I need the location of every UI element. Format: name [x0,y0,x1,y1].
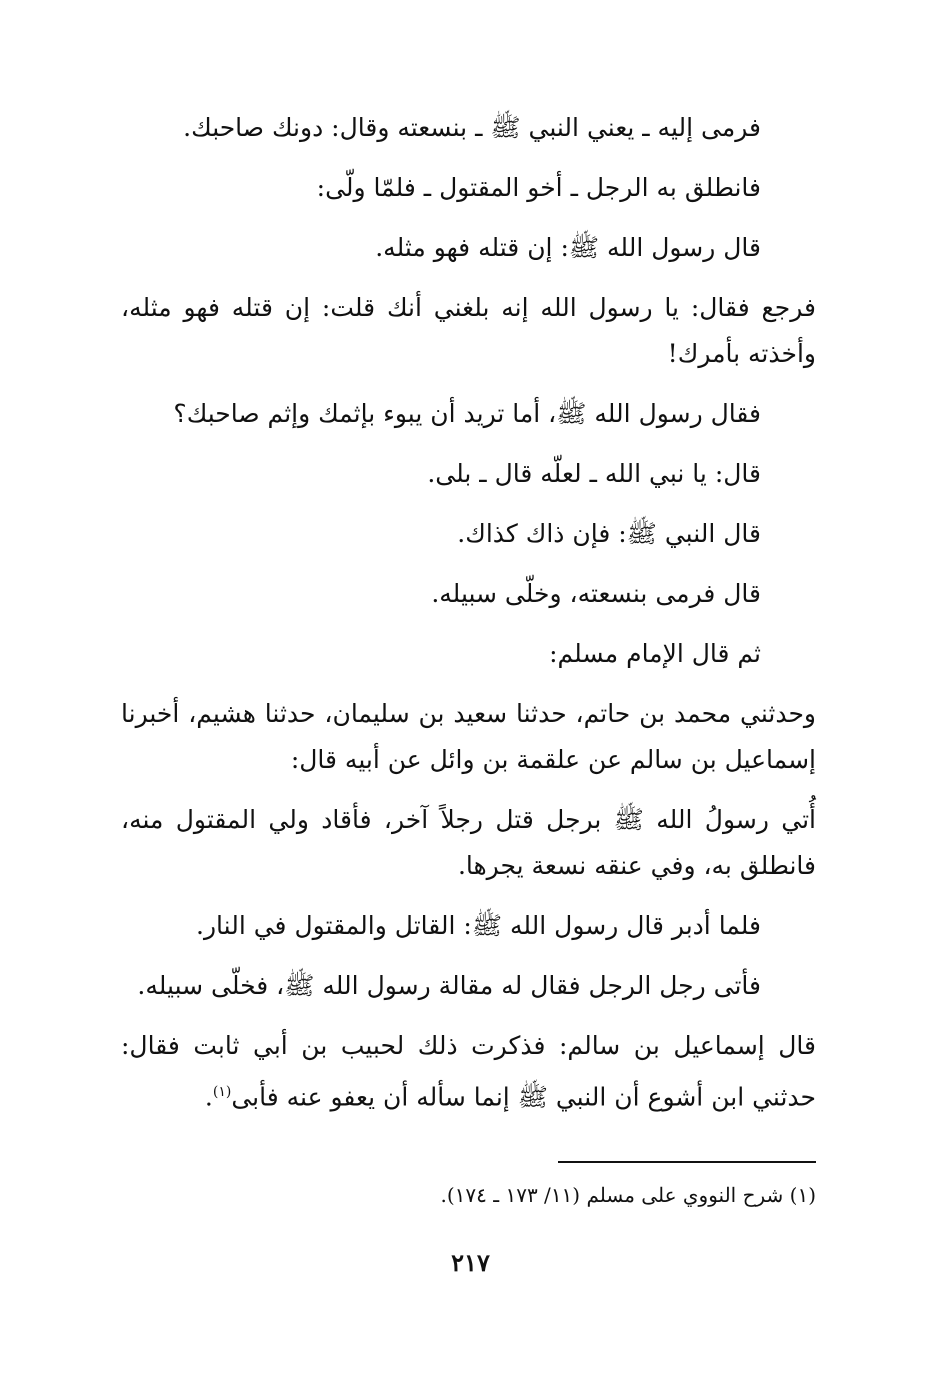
paragraph-14-text: قال إسماعيل بن سالم: فذكرت ذلك لحبيب بن أبي ثابت فقال: حدثني ابن أشوع أن النبي ﷺ إنما سأله أن يعفو عنه فأبى [121,1031,816,1112]
main-text [121,105,816,1134]
paragraph-14 [121,1023,816,1120]
paragraph-2: فانطلق به الرجل ـ أخو المقتول ـ فلمّا ولّى: [316,173,761,202]
footnote-reference: (١) [212,1084,232,1100]
paragraph-4: فرجع فقال: يا رسول الله إنه بلغني أنك قلت: إن قتله فهو مثله، وأخذته بأمرك! [121,293,816,368]
paragraph-11: أُتي رسولُ الله ﷺ برجل قتل رجلاً آخر، فأقاد ولي المقتول منه، فانطلق به، وفي عنقه نسعة يجرها. [121,805,816,880]
paragraph-3: قال رسول الله ﷺ: إن قتله فهو مثله. [375,233,761,262]
footnote-separator [558,1161,816,1163]
paragraph-12: فلما أدبر قال رسول الله ﷺ: القاتل والمقتول في النار. [196,911,761,940]
paragraph-7: قال النبي ﷺ: فإن ذاك كذاك. [457,519,761,548]
paragraph-9: ثم قال الإمام مسلم: [549,639,761,668]
paragraph-13: فأتى رجل الرجل فقال له مقالة رسول الله ﷺ، فخلّى سبيله. [137,971,761,1000]
page-number: ٢١٧ [451,1248,490,1277]
paragraph-8: قال فرمى بنسعته، وخلّى سبيله. [431,579,761,608]
footnote: (١) شرح النووي على مسلم (١١/ ١٧٣ ـ ١٧٤). [440,1183,816,1207]
paragraph-10: وحدثني محمد بن حاتم، حدثنا سعيد بن سليمان، حدثنا هشيم، أخبرنا إسماعيل بن سالم عن علقمة بن وائل عن أبيه قال: [121,699,816,774]
paragraph-1: فرمى إليه ـ يعني النبي ﷺ ـ بنسعته وقال: دونك صاحبك. [183,113,761,142]
paragraph-6: قال: يا نبي الله ـ لعلّه قال ـ بلى. [427,459,761,488]
paragraph-5: فقال رسول الله ﷺ، أما تريد أن يبوء بإثمك وإثم صاحبك؟ [173,399,761,428]
paragraph-14-end: . [204,1082,213,1112]
